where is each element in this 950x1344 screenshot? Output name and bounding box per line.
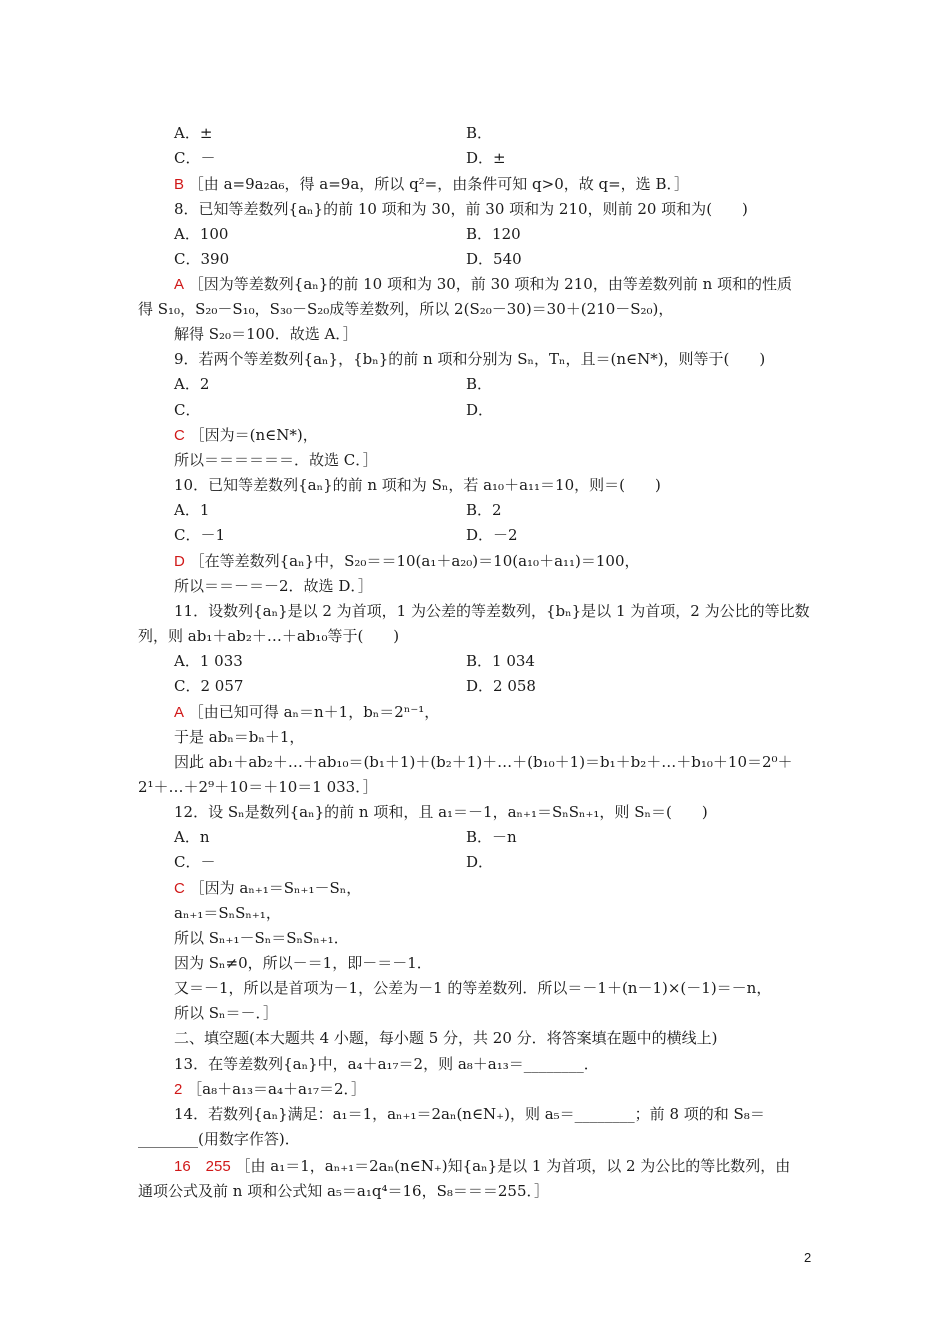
q12-stem: 12．设 Sₙ是数列{aₙ}的前 n 项和，且 a₁＝－1，aₙ₊₁＝SₙSₙ₊₁，则 Sₙ＝( )	[174, 803, 708, 821]
q12-answer: C	[174, 880, 185, 897]
q8-option-b: B．120	[466, 225, 521, 243]
q13-stem: 13．在等差数列{aₙ}中，a₄＋a₁₇＝2，则 a₈＋a₁₃＝________．	[174, 1055, 599, 1073]
q11-option-d: D．2 058	[466, 677, 536, 695]
q9-option-b: B．	[466, 375, 493, 393]
q7-solution-text: ［由 a=9a₂a₆，得 a=9a，所以 q²=，由条件可知 q>0，故 q=，选 B．］	[188, 175, 689, 193]
q12-solution-line-4: 因为 Sₙ≠0，所以－＝1，即－＝－1．	[174, 954, 432, 972]
q13-answer: 2	[174, 1081, 183, 1098]
q10-stem: 10．已知等差数列{aₙ}的前 n 项和为 Sₙ，若 a₁₀＋a₁₁＝10，则＝( )	[174, 476, 661, 494]
q12-option-d: D．	[466, 853, 494, 871]
q7-option-d: D．±	[466, 149, 506, 167]
q10-answer: D	[174, 553, 185, 570]
q11-solution-line-4: 2¹＋…＋2⁹＋10＝＋10＝1 033．］	[138, 778, 378, 796]
q12-option-c: C．－	[174, 853, 216, 871]
q13-solution	[174, 1079, 366, 1100]
q11-option-a: A．1 033	[174, 652, 243, 670]
q9-answer: C	[174, 427, 185, 444]
q9-solution-line-1	[174, 425, 318, 446]
q10-option-c: C．－1	[174, 526, 226, 544]
q9-option-d: D．	[466, 401, 494, 419]
q11-solution-line-2: 于是 abₙ＝bₙ＋1，	[174, 728, 305, 746]
q11-solution-text-1: ［由已知可得 aₙ＝n＋1，bₙ＝2ⁿ⁻¹，	[188, 703, 440, 721]
q12-solution-line-1	[174, 878, 361, 899]
q12-solution-line-2: aₙ₊₁＝SₙSₙ₊₁，	[174, 904, 281, 922]
q12-solution-text-1: ［因为 aₙ₊₁＝Sₙ₊₁－Sₙ，	[189, 879, 362, 897]
page-number: 2	[804, 1250, 812, 1265]
q9-solution-text-1: ［因为＝(n∈N*)，	[189, 426, 318, 444]
q7-solution	[174, 174, 689, 195]
q9-stem: 9．若两个等差数列{aₙ}，{bₙ}的前 n 项和分别为 Sₙ，Tₙ，且＝(n∈N*)，则等于( )	[174, 350, 766, 368]
q11-answer: A	[174, 704, 185, 721]
q14-solution-line-1	[174, 1156, 790, 1177]
q10-option-a: A．1	[174, 501, 210, 519]
q11-stem-line-2: 列，则 ab₁＋ab₂＋…＋ab₁₀等于( )	[138, 627, 400, 645]
q11-solution-line-1	[174, 702, 439, 723]
q8-solution-line-1	[174, 274, 792, 295]
q9-solution-line-2: 所以＝＝＝＝＝＝．故选 C．］	[174, 451, 378, 469]
q14-stem-line-1: 14．若数列{aₙ}满足：a₁＝1，aₙ₊₁＝2aₙ(n∈N₊)，则 a₅＝________；前 8 项的和 S₈＝	[174, 1105, 765, 1123]
q8-solution-text-1: ［因为等差数列{aₙ}的前 10 项和为 30，前 30 项和为 210，由等差数列前 n 项和的性质	[188, 275, 793, 293]
q12-option-b: B．－n	[466, 828, 517, 846]
q8-answer: A	[174, 276, 185, 293]
q14-solution-text-1: ［由 a₁＝1，aₙ₊₁＝2aₙ(n∈N₊)知{aₙ}是以 1 为首项，以 2 为公比的等比数列，由	[235, 1157, 791, 1175]
q11-solution-line-3: 因此 ab₁＋ab₂＋…＋ab₁₀＝(b₁＋1)＋(b₂＋1)＋…＋(b₁₀＋1)＝b₁＋b₂＋…＋b₁₀＋10＝2⁰＋	[174, 753, 793, 771]
q11-option-b: B．1 034	[466, 652, 535, 670]
q8-option-c: C．390	[174, 250, 230, 268]
q13-solution-text: ［a₈＋a₁₃＝a₄＋a₁₇＝2．］	[187, 1080, 367, 1098]
q8-solution-line-3: 解得 S₂₀＝100．故选 A．］	[174, 325, 358, 343]
q14-answer: 16 255	[174, 1158, 231, 1175]
q12-option-a: A．n	[174, 828, 210, 846]
q7-option-a: A．±	[174, 124, 213, 142]
q8-option-d: D．540	[466, 250, 522, 268]
q7-answer: B	[174, 176, 185, 193]
q11-option-c: C．2 057	[174, 677, 244, 695]
q7-option-b: B．	[466, 124, 493, 142]
q12-solution-line-6: 所以 Sₙ＝－．］	[174, 1004, 279, 1022]
q11-stem-line-1: 11．设数列{aₙ}是以 2 为首项，1 为公差的等差数列，{bₙ}是以 1 为首项，2 为公比的等比数	[174, 602, 810, 620]
q9-option-a: A．2	[174, 375, 210, 393]
q12-solution-line-5: 又＝－1，所以是首项为－1，公差为－1 的等差数列．所以＝－1＋(n－1)×(－1)＝－n，	[174, 979, 772, 997]
q10-solution-line-2: 所以＝＝－＝－2．故选 D．］	[174, 577, 373, 595]
section-heading-fill-in: 二、填空题(本大题共 4 小题，每小题 5 分，共 20 分．将答案填在题中的横线上)	[174, 1029, 718, 1047]
q10-option-d: D．－2	[466, 526, 518, 544]
q8-solution-line-2: 得 S₁₀，S₂₀－S₁₀，S₃₀－S₂₀成等差数列，所以 2(S₂₀－30)＝30＋(210－S₂₀)，	[138, 300, 674, 318]
q7-option-c: C．－	[174, 149, 216, 167]
q8-stem: 8．已知等差数列{aₙ}的前 10 项和为 30，前 30 项和为 210，则前 20 项和为( )	[174, 200, 748, 218]
q8-option-a: A．100	[174, 225, 229, 243]
q9-option-c: C．	[174, 401, 201, 419]
q12-solution-line-3: 所以 Sₙ₊₁－Sₙ＝SₙSₙ₊₁．	[174, 929, 349, 947]
q14-stem-line-2: ________(用数字作答)．	[138, 1130, 300, 1148]
q10-solution-text-1: ［在等差数列{aₙ}中，S₂₀＝＝10(a₁＋a₂₀)＝10(a₁₀＋a₁₁)＝100，	[189, 552, 640, 570]
q10-option-b: B．2	[466, 501, 502, 519]
q14-solution-line-2: 通项公式及前 n 项和公式知 a₅＝a₁q⁴＝16，S₈＝＝＝255．］	[138, 1182, 550, 1200]
q10-solution-line-1	[174, 551, 640, 572]
